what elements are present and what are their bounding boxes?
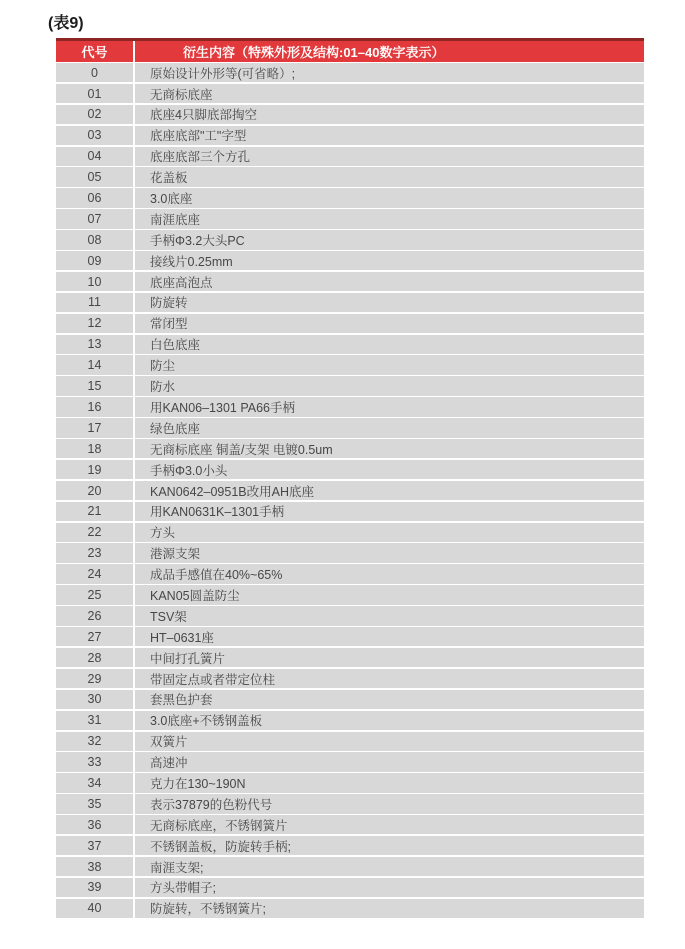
row-content: 防水 — [150, 380, 176, 395]
table-row — [56, 627, 644, 646]
row-code: 12 — [56, 314, 135, 333]
row-code: 10 — [56, 272, 135, 291]
row-code: 38 — [56, 857, 135, 876]
row-code: 39 — [56, 878, 135, 897]
row-content: TSV架 — [150, 609, 187, 624]
row-content: 底座4只脚底部掏空 — [150, 108, 257, 123]
table-row — [56, 147, 644, 166]
row-code: 21 — [56, 502, 135, 521]
table-row — [56, 126, 644, 145]
row-content: 3.0底座+不锈钢盖板 — [150, 714, 263, 729]
row-code: 24 — [56, 564, 135, 583]
header-cell-content: 衍生内容（特殊外形及结构:01–40数字表示） — [183, 44, 445, 60]
table-body — [56, 63, 644, 918]
row-content: 底座底部三个方孔 — [150, 150, 251, 165]
row-content: 花盖板 — [150, 171, 188, 186]
row-code: 31 — [56, 711, 135, 730]
row-content: 绿色底座 — [150, 421, 201, 436]
table-row — [56, 84, 644, 103]
row-code: 16 — [56, 397, 135, 416]
table-row — [56, 899, 644, 918]
row-code: 40 — [56, 899, 135, 918]
row-code: 30 — [56, 690, 135, 709]
table-row — [56, 543, 644, 562]
row-code: 0 — [56, 63, 135, 82]
row-code: 28 — [56, 648, 135, 667]
row-content: 无商标底座，不锈钢簧片 — [150, 818, 288, 833]
table-row — [56, 439, 644, 458]
table-row — [56, 314, 644, 333]
row-content: 不锈钢盖板，防旋转手柄; — [150, 839, 291, 854]
table-row — [56, 63, 644, 82]
row-code: 08 — [56, 230, 135, 249]
table-row — [56, 397, 644, 416]
table-row — [56, 293, 644, 312]
row-code: 23 — [56, 543, 135, 562]
row-content: 常闭型 — [150, 317, 188, 332]
table-row — [56, 376, 644, 395]
row-content: 手柄Φ3.2大头PC — [150, 233, 245, 248]
row-code: 03 — [56, 126, 135, 145]
row-code: 26 — [56, 606, 135, 625]
row-code: 32 — [56, 732, 135, 751]
table-row — [56, 669, 644, 688]
table-row — [56, 523, 644, 542]
table-row — [56, 857, 644, 876]
row-content: KAN0642–0951B改用AH底座 — [150, 484, 314, 499]
row-code: 36 — [56, 815, 135, 834]
row-content: 南涯支架; — [150, 860, 204, 875]
row-content: 无商标底座 铜盖/支架 电镀0.5um — [150, 442, 333, 457]
row-content: 白色底座 — [150, 338, 201, 353]
row-code: 02 — [56, 105, 135, 124]
table-row — [56, 606, 644, 625]
table-row — [56, 481, 644, 500]
table-row — [56, 230, 644, 249]
row-code: 25 — [56, 585, 135, 604]
table-row — [56, 272, 644, 291]
row-code: 15 — [56, 376, 135, 395]
row-code: 11 — [56, 293, 135, 312]
row-content: 无商标底座 — [150, 87, 213, 102]
page-title: (表9) — [48, 15, 84, 32]
row-code: 29 — [56, 669, 135, 688]
row-code: 18 — [56, 439, 135, 458]
row-content: 防旋转 — [150, 296, 188, 311]
row-code: 19 — [56, 460, 135, 479]
table-row — [56, 711, 644, 730]
row-code: 33 — [56, 752, 135, 771]
table-header-row — [56, 41, 644, 62]
row-content: 防旋转，不锈钢簧片; — [150, 902, 266, 917]
table-row — [56, 167, 644, 186]
row-code: 22 — [56, 523, 135, 542]
derivative-code-table — [56, 38, 644, 918]
row-code: 06 — [56, 188, 135, 207]
row-content: HT–0631座 — [150, 630, 214, 645]
row-content: 克力在130~190N — [150, 776, 246, 791]
row-content: 港源支架 — [150, 547, 201, 562]
table-row — [56, 690, 644, 709]
row-code: 07 — [56, 209, 135, 228]
row-code: 04 — [56, 147, 135, 166]
row-content: 表示37879的色粉代号 — [150, 797, 273, 812]
row-content: 方头 — [150, 526, 176, 541]
row-content: 带固定点或者带定位柱 — [150, 672, 276, 687]
table-row — [56, 251, 644, 270]
table-row — [56, 502, 644, 521]
row-content: 用KAN0631K–1301手柄 — [150, 505, 285, 520]
row-content: 中间打孔簧片 — [150, 651, 226, 666]
row-code: 14 — [56, 355, 135, 374]
row-content: 高速冲 — [150, 756, 188, 771]
table-row — [56, 732, 644, 751]
row-content: 3.0底座 — [150, 192, 193, 207]
row-content: 原始设计外形等(可省略）; — [150, 66, 296, 81]
row-code: 09 — [56, 251, 135, 270]
row-content: 用KAN06–1301 PA66手柄 — [150, 400, 295, 415]
row-content: 双簧片 — [150, 735, 188, 750]
row-content: 底座高泡点 — [150, 275, 213, 290]
row-code: 13 — [56, 335, 135, 354]
table-row — [56, 460, 644, 479]
row-content: 南涯底座 — [150, 212, 201, 227]
row-code: 20 — [56, 481, 135, 500]
table-row — [56, 564, 644, 583]
table-row — [56, 188, 644, 207]
table-row — [56, 648, 644, 667]
table-row — [56, 815, 644, 834]
row-content: 成品手感值在40%~65% — [150, 568, 283, 583]
table-row — [56, 773, 644, 792]
row-content: 方头带帽子; — [150, 881, 216, 896]
row-code: 35 — [56, 794, 135, 813]
row-content: 套黑色护套 — [150, 693, 213, 708]
table-row — [56, 105, 644, 124]
header-cell-code: 代号 — [56, 41, 135, 62]
row-content: 防尘 — [150, 359, 176, 374]
table-row — [56, 752, 644, 771]
row-code: 05 — [56, 167, 135, 186]
row-content: 手柄Φ3.0小头 — [150, 463, 228, 478]
table-row — [56, 836, 644, 855]
table-row — [56, 335, 644, 354]
table-row — [56, 209, 644, 228]
row-content: 底座底部"工"字型 — [150, 129, 247, 144]
row-content: 接线片0.25mm — [150, 254, 233, 269]
row-code: 17 — [56, 418, 135, 437]
row-code: 27 — [56, 627, 135, 646]
table-row — [56, 355, 644, 374]
row-code: 37 — [56, 836, 135, 855]
table-row — [56, 418, 644, 437]
row-code: 01 — [56, 84, 135, 103]
table-row — [56, 878, 644, 897]
table-row — [56, 794, 644, 813]
table-row — [56, 585, 644, 604]
row-content: KAN05圆盖防尘 — [150, 588, 240, 603]
row-code: 34 — [56, 773, 135, 792]
